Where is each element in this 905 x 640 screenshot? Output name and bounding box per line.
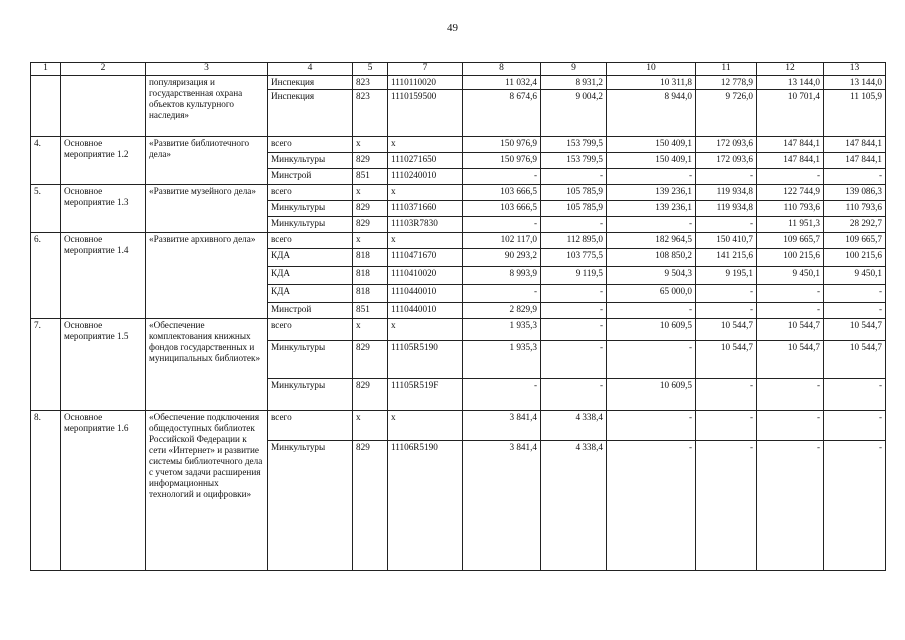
- code-cell: 1110440010: [388, 285, 463, 303]
- amount-cell: 150 409,1: [607, 153, 696, 169]
- grbs-cell: х: [353, 233, 388, 249]
- grbs-cell: 829: [353, 341, 388, 379]
- amount-cell: 3 841,4: [463, 411, 541, 441]
- amount-cell: -: [696, 411, 757, 441]
- amount-cell: -: [824, 169, 886, 185]
- code-cell: х: [388, 319, 463, 341]
- column-header: 2: [61, 63, 146, 76]
- amount-cell: 141 215,6: [696, 249, 757, 267]
- amount-cell: -: [607, 441, 696, 571]
- amount-cell: -: [757, 441, 824, 571]
- amount-cell: 2 829,9: [463, 303, 541, 319]
- table-row: [31, 76, 886, 90]
- amount-cell: -: [541, 379, 607, 411]
- amount-cell: 12 778,9: [696, 76, 757, 90]
- executor-cell: всего: [268, 185, 353, 201]
- table-row: [31, 137, 886, 153]
- grbs-cell: 823: [353, 90, 388, 137]
- code-cell: х: [388, 233, 463, 249]
- amount-cell: 122 744,9: [757, 185, 824, 201]
- amount-cell: -: [757, 411, 824, 441]
- amount-cell: 9 450,1: [757, 267, 824, 285]
- grbs-cell: 829: [353, 153, 388, 169]
- amount-cell: 150 976,9: [463, 153, 541, 169]
- activity-type: Основное мероприятие 1.5: [61, 319, 146, 411]
- activity-name: «Обеспечение комплектования книжных фондов государственных и муниципальных библиотек»: [146, 319, 268, 411]
- amount-cell: 4 338,4: [541, 411, 607, 441]
- header-row: [31, 63, 886, 76]
- amount-cell: -: [696, 303, 757, 319]
- item-number: 5.: [31, 185, 61, 233]
- column-header: 9: [541, 63, 607, 76]
- amount-cell: 65 000,0: [607, 285, 696, 303]
- code-cell: х: [388, 185, 463, 201]
- executor-cell: всего: [268, 411, 353, 441]
- amount-cell: 9 119,5: [541, 267, 607, 285]
- amount-cell: -: [463, 379, 541, 411]
- activity-type: Основное мероприятие 1.2: [61, 137, 146, 185]
- amount-cell: -: [607, 341, 696, 379]
- amount-cell: 108 850,2: [607, 249, 696, 267]
- amount-cell: 147 844,1: [757, 137, 824, 153]
- amount-cell: 139 236,1: [607, 185, 696, 201]
- executor-cell: Минкультуры: [268, 201, 353, 217]
- code-cell: 1110110020: [388, 76, 463, 90]
- code-cell: 1110471670: [388, 249, 463, 267]
- grbs-cell: 851: [353, 303, 388, 319]
- amount-cell: 147 844,1: [824, 137, 886, 153]
- amount-cell: -: [696, 217, 757, 233]
- amount-cell: 105 785,9: [541, 185, 607, 201]
- item-number: 8.: [31, 411, 61, 571]
- grbs-cell: 823: [353, 76, 388, 90]
- code-cell: х: [388, 411, 463, 441]
- executor-cell: КДА: [268, 249, 353, 267]
- activity-name: «Развитие архивного дела»: [146, 233, 268, 319]
- amount-cell: -: [824, 411, 886, 441]
- amount-cell: 182 964,5: [607, 233, 696, 249]
- amount-cell: -: [757, 379, 824, 411]
- executor-cell: Инспекция: [268, 90, 353, 137]
- activity-name: «Развитие музейного дела»: [146, 185, 268, 233]
- amount-cell: 102 117,0: [463, 233, 541, 249]
- amount-cell: -: [607, 303, 696, 319]
- grbs-cell: 829: [353, 441, 388, 571]
- amount-cell: -: [696, 379, 757, 411]
- amount-cell: 8 674,6: [463, 90, 541, 137]
- amount-cell: 11 105,9: [824, 90, 886, 137]
- amount-cell: 9 195,1: [696, 267, 757, 285]
- executor-cell: всего: [268, 319, 353, 341]
- amount-cell: -: [541, 319, 607, 341]
- amount-cell: -: [757, 303, 824, 319]
- code-cell: 1110440010: [388, 303, 463, 319]
- amount-cell: 150 409,1: [607, 137, 696, 153]
- table-row: [31, 185, 886, 201]
- amount-cell: -: [607, 217, 696, 233]
- amount-cell: 172 093,6: [696, 137, 757, 153]
- code-cell: 1110410020: [388, 267, 463, 285]
- grbs-cell: 818: [353, 249, 388, 267]
- amount-cell: -: [463, 217, 541, 233]
- amount-cell: -: [824, 379, 886, 411]
- amount-cell: 103 666,5: [463, 185, 541, 201]
- amount-cell: -: [463, 169, 541, 185]
- table-row: [31, 411, 886, 441]
- grbs-cell: х: [353, 319, 388, 341]
- code-cell: 11103R7830: [388, 217, 463, 233]
- amount-cell: 153 799,5: [541, 137, 607, 153]
- executor-cell: всего: [268, 137, 353, 153]
- amount-cell: 10 544,7: [757, 341, 824, 379]
- activity-type: Основное мероприятие 1.4: [61, 233, 146, 319]
- amount-cell: 9 450,1: [824, 267, 886, 285]
- amount-cell: 10 544,7: [824, 341, 886, 379]
- amount-cell: 10 544,7: [824, 319, 886, 341]
- amount-cell: 150 976,9: [463, 137, 541, 153]
- amount-cell: 109 665,7: [824, 233, 886, 249]
- executor-cell: Минкультуры: [268, 153, 353, 169]
- budget-table: [30, 62, 886, 571]
- column-header: 3: [146, 63, 268, 76]
- column-header: 5: [353, 63, 388, 76]
- amount-cell: 10 544,7: [757, 319, 824, 341]
- amount-cell: -: [541, 341, 607, 379]
- amount-cell: -: [607, 411, 696, 441]
- grbs-cell: 829: [353, 201, 388, 217]
- amount-cell: 147 844,1: [757, 153, 824, 169]
- amount-cell: -: [824, 441, 886, 571]
- grbs-cell: х: [353, 411, 388, 441]
- amount-cell: -: [696, 441, 757, 571]
- item-number: 7.: [31, 319, 61, 411]
- amount-cell: -: [696, 169, 757, 185]
- activity-type: [61, 76, 146, 137]
- executor-cell: Инспекция: [268, 76, 353, 90]
- amount-cell: 8 931,2: [541, 76, 607, 90]
- amount-cell: 119 934,8: [696, 185, 757, 201]
- code-cell: 1110159500: [388, 90, 463, 137]
- amount-cell: 109 665,7: [757, 233, 824, 249]
- column-header: 12: [757, 63, 824, 76]
- amount-cell: -: [541, 169, 607, 185]
- amount-cell: -: [696, 285, 757, 303]
- amount-cell: 9 504,3: [607, 267, 696, 285]
- grbs-cell: 851: [353, 169, 388, 185]
- column-header: 11: [696, 63, 757, 76]
- activity-type: Основное мероприятие 1.3: [61, 185, 146, 233]
- executor-cell: всего: [268, 233, 353, 249]
- amount-cell: 10 701,4: [757, 90, 824, 137]
- amount-cell: 9 004,2: [541, 90, 607, 137]
- table-body: [31, 63, 886, 571]
- amount-cell: 1 935,3: [463, 319, 541, 341]
- activity-type: Основное мероприятие 1.6: [61, 411, 146, 571]
- amount-cell: -: [824, 285, 886, 303]
- amount-cell: -: [757, 285, 824, 303]
- code-cell: х: [388, 137, 463, 153]
- amount-cell: -: [607, 169, 696, 185]
- grbs-cell: х: [353, 137, 388, 153]
- grbs-cell: х: [353, 185, 388, 201]
- activity-name: «Развитие библиотечного дела»: [146, 137, 268, 185]
- activity-name: популяризация и государственная охрана объектов культурного наследия»: [146, 76, 268, 137]
- amount-cell: 10 311,8: [607, 76, 696, 90]
- amount-cell: 139 236,1: [607, 201, 696, 217]
- amount-cell: 103 775,5: [541, 249, 607, 267]
- amount-cell: 9 726,0: [696, 90, 757, 137]
- amount-cell: 3 841,4: [463, 441, 541, 571]
- amount-cell: 90 293,2: [463, 249, 541, 267]
- amount-cell: 10 544,7: [696, 341, 757, 379]
- amount-cell: 119 934,8: [696, 201, 757, 217]
- executor-cell: КДА: [268, 285, 353, 303]
- code-cell: 11106R5190: [388, 441, 463, 571]
- amount-cell: -: [463, 285, 541, 303]
- item-number: [31, 76, 61, 137]
- item-number: 6.: [31, 233, 61, 319]
- column-header: 7: [388, 63, 463, 76]
- column-header: 10: [607, 63, 696, 76]
- item-number: 4.: [31, 137, 61, 185]
- amount-cell: 10 609,5: [607, 319, 696, 341]
- code-cell: 1110371660: [388, 201, 463, 217]
- column-header: 1: [31, 63, 61, 76]
- amount-cell: 11 032,4: [463, 76, 541, 90]
- amount-cell: 112 895,0: [541, 233, 607, 249]
- column-header: 8: [463, 63, 541, 76]
- column-header: 13: [824, 63, 886, 76]
- code-cell: 11105R519F: [388, 379, 463, 411]
- amount-cell: 10 609,5: [607, 379, 696, 411]
- amount-cell: 11 951,3: [757, 217, 824, 233]
- amount-cell: 105 785,9: [541, 201, 607, 217]
- amount-cell: 10 544,7: [696, 319, 757, 341]
- amount-cell: 8 944,0: [607, 90, 696, 137]
- code-cell: 1110271650: [388, 153, 463, 169]
- executor-cell: Минстрой: [268, 169, 353, 185]
- executor-cell: Минкультуры: [268, 217, 353, 233]
- grbs-cell: 829: [353, 379, 388, 411]
- amount-cell: 103 666,5: [463, 201, 541, 217]
- column-header: 4: [268, 63, 353, 76]
- amount-cell: 153 799,5: [541, 153, 607, 169]
- amount-cell: 100 215,6: [757, 249, 824, 267]
- amount-cell: 13 144,0: [824, 76, 886, 90]
- executor-cell: Минстрой: [268, 303, 353, 319]
- amount-cell: 139 086,3: [824, 185, 886, 201]
- table-row: [31, 233, 886, 249]
- amount-cell: 28 292,7: [824, 217, 886, 233]
- page-number: 49: [447, 22, 458, 34]
- amount-cell: -: [541, 217, 607, 233]
- amount-cell: 4 338,4: [541, 441, 607, 571]
- amount-cell: 110 793,6: [824, 201, 886, 217]
- amount-cell: 110 793,6: [757, 201, 824, 217]
- amount-cell: -: [541, 303, 607, 319]
- executor-cell: Минкультуры: [268, 379, 353, 411]
- code-cell: 1110240010: [388, 169, 463, 185]
- executor-cell: Минкультуры: [268, 441, 353, 571]
- amount-cell: 147 844,1: [824, 153, 886, 169]
- amount-cell: 8 993,9: [463, 267, 541, 285]
- amount-cell: 100 215,6: [824, 249, 886, 267]
- amount-cell: -: [824, 303, 886, 319]
- amount-cell: 172 093,6: [696, 153, 757, 169]
- grbs-cell: 829: [353, 217, 388, 233]
- amount-cell: 150 410,7: [696, 233, 757, 249]
- grbs-cell: 818: [353, 285, 388, 303]
- table-row: [31, 319, 886, 341]
- executor-cell: КДА: [268, 267, 353, 285]
- amount-cell: -: [541, 285, 607, 303]
- amount-cell: 1 935,3: [463, 341, 541, 379]
- grbs-cell: 818: [353, 267, 388, 285]
- activity-name: «Обеспечение подключения общедоступных библиотек Российской Федерации к сети «Интернет» и развитие системы библиотечного дела с учетом задачи расширения информационных технологий и оцифровки»: [146, 411, 268, 571]
- code-cell: 11105R5190: [388, 341, 463, 379]
- executor-cell: Минкультуры: [268, 341, 353, 379]
- amount-cell: 13 144,0: [757, 76, 824, 90]
- amount-cell: -: [757, 169, 824, 185]
